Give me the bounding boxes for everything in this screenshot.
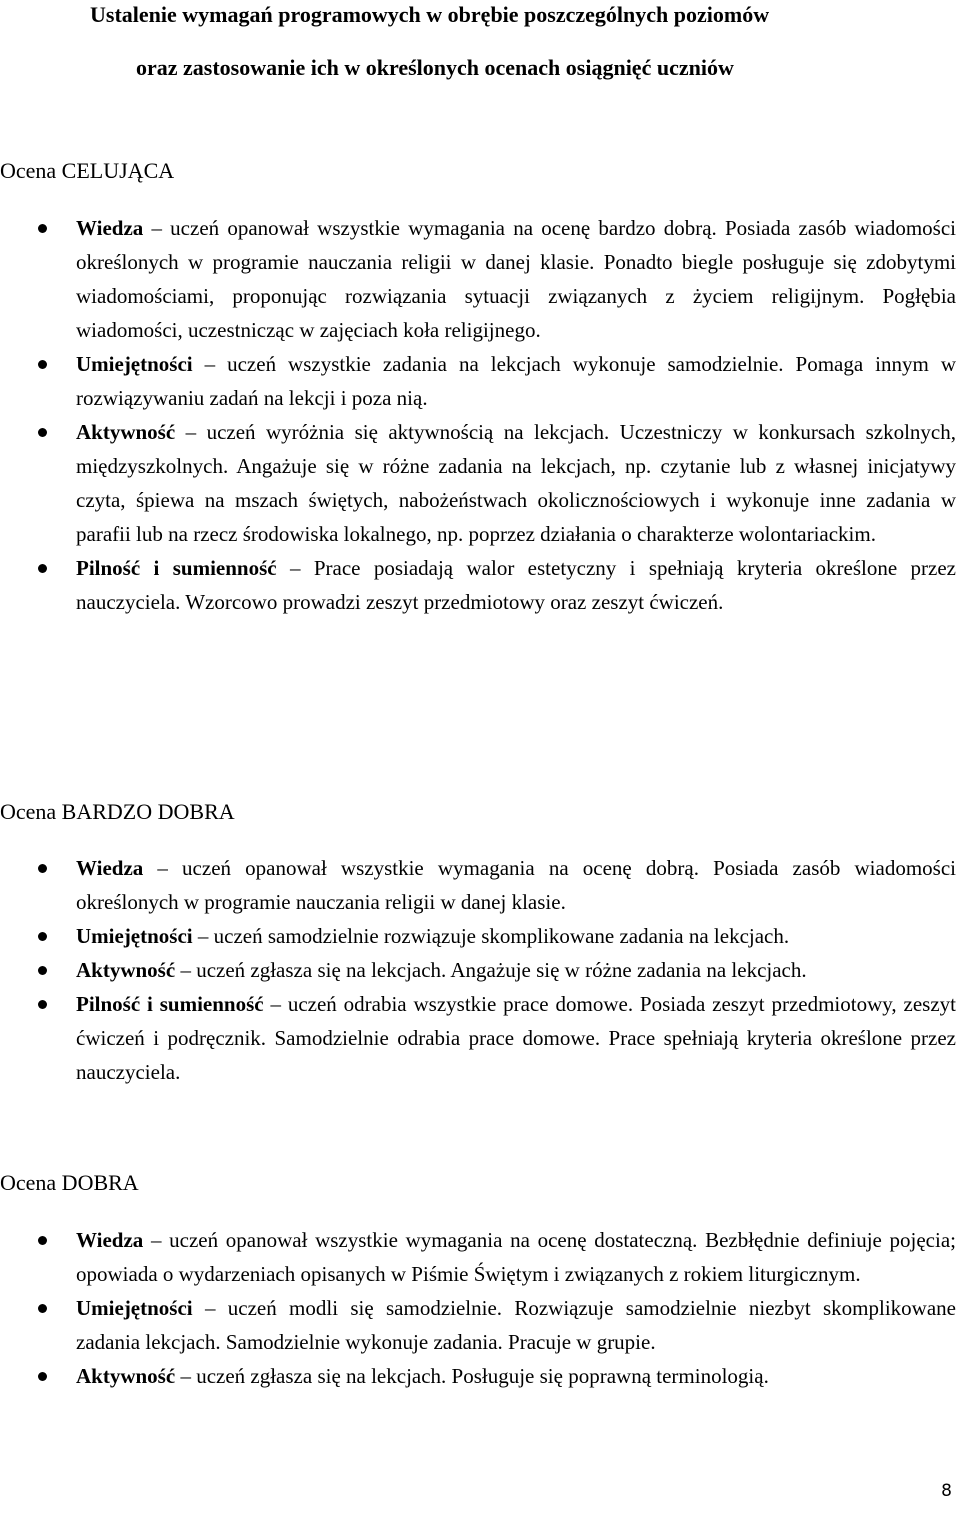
criterion-text: – uczeń opanował wszystkie wymagania na ocenę bardzo dobrą. Posiada zasób wiadomości określonych w programie nauczania religii w danej klasie. Ponadto biegle posługuje się zdobytymi wiadomościami, proponując rozwiązania sytuacji związanych z życiem religijnym. Pogłębia wiadomości, uczestnicząc w zajęciach koła religijnego. bbox=[76, 216, 956, 342]
criterion-text: – uczeń zgłasza się na lekcjach. Posługuje się poprawną terminologią. bbox=[175, 1364, 769, 1388]
criterion-item bbox=[76, 211, 956, 347]
criterion-item bbox=[76, 851, 956, 919]
bullet-icon bbox=[38, 1000, 47, 1009]
criterion-text: – Prace posiadają walor estetyczny i spełniają kryteria określone przez nauczyciela. Wzorcowo prowadzi zeszyt przedmiotowy oraz zeszyt ćwiczeń. bbox=[76, 556, 956, 614]
bullet-icon bbox=[38, 864, 47, 873]
bullet-icon bbox=[38, 564, 47, 573]
criterion-term: Pilność i sumienność bbox=[76, 992, 264, 1016]
document-title-line-1: Ustalenie wymagań programowych w obrębie poszczególnych poziomów bbox=[90, 2, 770, 27]
criterion-item bbox=[76, 347, 956, 415]
bullet-icon bbox=[38, 428, 47, 437]
bullet-icon bbox=[38, 224, 47, 233]
criterion-item bbox=[76, 1359, 956, 1393]
criterion-item bbox=[76, 1223, 956, 1291]
section-heading-bardzo-dobra: Ocena BARDZO DOBRA bbox=[0, 799, 235, 824]
criterion-term: Aktywność bbox=[76, 420, 176, 444]
criterion-text: – uczeń wyróżnia się aktywnością na lekcjach. Uczestniczy w konkursach szkolnych, międzyszkolnych. Angażuje się w różne zadania na lekcjach, np. czytanie lub z własnej inicjatywy czyta, śpiewa na mszach świętych, nabożeństwach okolicznościowych i wykonuje inne zadania w parafii lub na rzecz środowiska lokalnego, np. poprzez działania o charakterze wolontariackim. bbox=[76, 420, 956, 546]
criterion-term: Umiejętności bbox=[76, 352, 193, 376]
criterion-term: Aktywność bbox=[76, 958, 176, 982]
dobra-criteria-list bbox=[76, 1223, 956, 1393]
criterion-term: Aktywność bbox=[76, 1364, 176, 1388]
bullet-icon bbox=[38, 1372, 47, 1381]
criterion-item bbox=[76, 953, 956, 987]
bullet-icon bbox=[38, 1304, 47, 1313]
criterion-term: Wiedza bbox=[76, 1228, 144, 1252]
criterion-text: – uczeń odrabia wszystkie prace domowe. Posiada zeszyt przedmiotowy, zeszyt ćwiczeń i podręcznik. Samodzielnie odrabia prace domowe. Prace spełniają kryteria określone przez nauczyciela. bbox=[76, 992, 956, 1084]
criterion-text: – uczeń wszystkie zadania na lekcjach wykonuje samodzielnie. Pomaga innym w rozwiązywaniu zadań na lekcji i poza nią. bbox=[76, 352, 956, 410]
criterion-term: Umiejętności bbox=[76, 924, 193, 948]
criterion-term: Wiedza bbox=[76, 216, 144, 240]
criterion-item bbox=[76, 551, 956, 619]
document-title-line-2: oraz zastosowanie ich w określonych ocenach osiągnięć uczniów bbox=[136, 55, 734, 80]
bullet-icon bbox=[38, 1236, 47, 1245]
criterion-text: – uczeń opanował wszystkie wymagania na ocenę dostateczną. Bezbłędnie definiuje pojęcia; opowiada o wydarzeniach opisanych w Piśmie Świętym i związanych z rokiem liturgicznym. bbox=[76, 1228, 956, 1286]
section-heading-celujaca: Ocena CELUJĄCA bbox=[0, 158, 175, 183]
bullet-icon bbox=[38, 932, 47, 941]
criterion-text: – uczeń samodzielnie rozwiązuje skomplikowane zadania na lekcjach. bbox=[192, 924, 790, 948]
bullet-icon bbox=[38, 966, 47, 975]
criterion-term: Wiedza bbox=[76, 856, 144, 880]
criterion-term: Umiejętności bbox=[76, 1296, 193, 1320]
criterion-text: – uczeń opanował wszystkie wymagania na ocenę dobrą. Posiada zasób wiadomości określonych w programie nauczania religii w danej klasie. bbox=[76, 856, 956, 914]
criterion-text: – uczeń modli się samodzielnie. Rozwiązuje samodzielnie niezbyt skomplikowane zadania lekcjach. Samodzielnie wykonuje zadania. Pracuje w grupie. bbox=[76, 1296, 956, 1354]
criterion-term: Pilność i sumienność bbox=[76, 556, 277, 580]
bullet-icon bbox=[38, 360, 47, 369]
section-heading-dobra: Ocena DOBRA bbox=[0, 1170, 139, 1195]
criterion-item bbox=[76, 919, 956, 953]
celujaca-criteria-list bbox=[76, 211, 956, 619]
page-number: 8 bbox=[941, 1481, 952, 1501]
criterion-item bbox=[76, 415, 956, 551]
bardzo-dobra-criteria-list bbox=[76, 851, 956, 1089]
criterion-text: – uczeń zgłasza się na lekcjach. Angażuje się w różne zadania na lekcjach. bbox=[175, 958, 807, 982]
criterion-item bbox=[76, 1291, 956, 1359]
criterion-item bbox=[76, 987, 956, 1089]
